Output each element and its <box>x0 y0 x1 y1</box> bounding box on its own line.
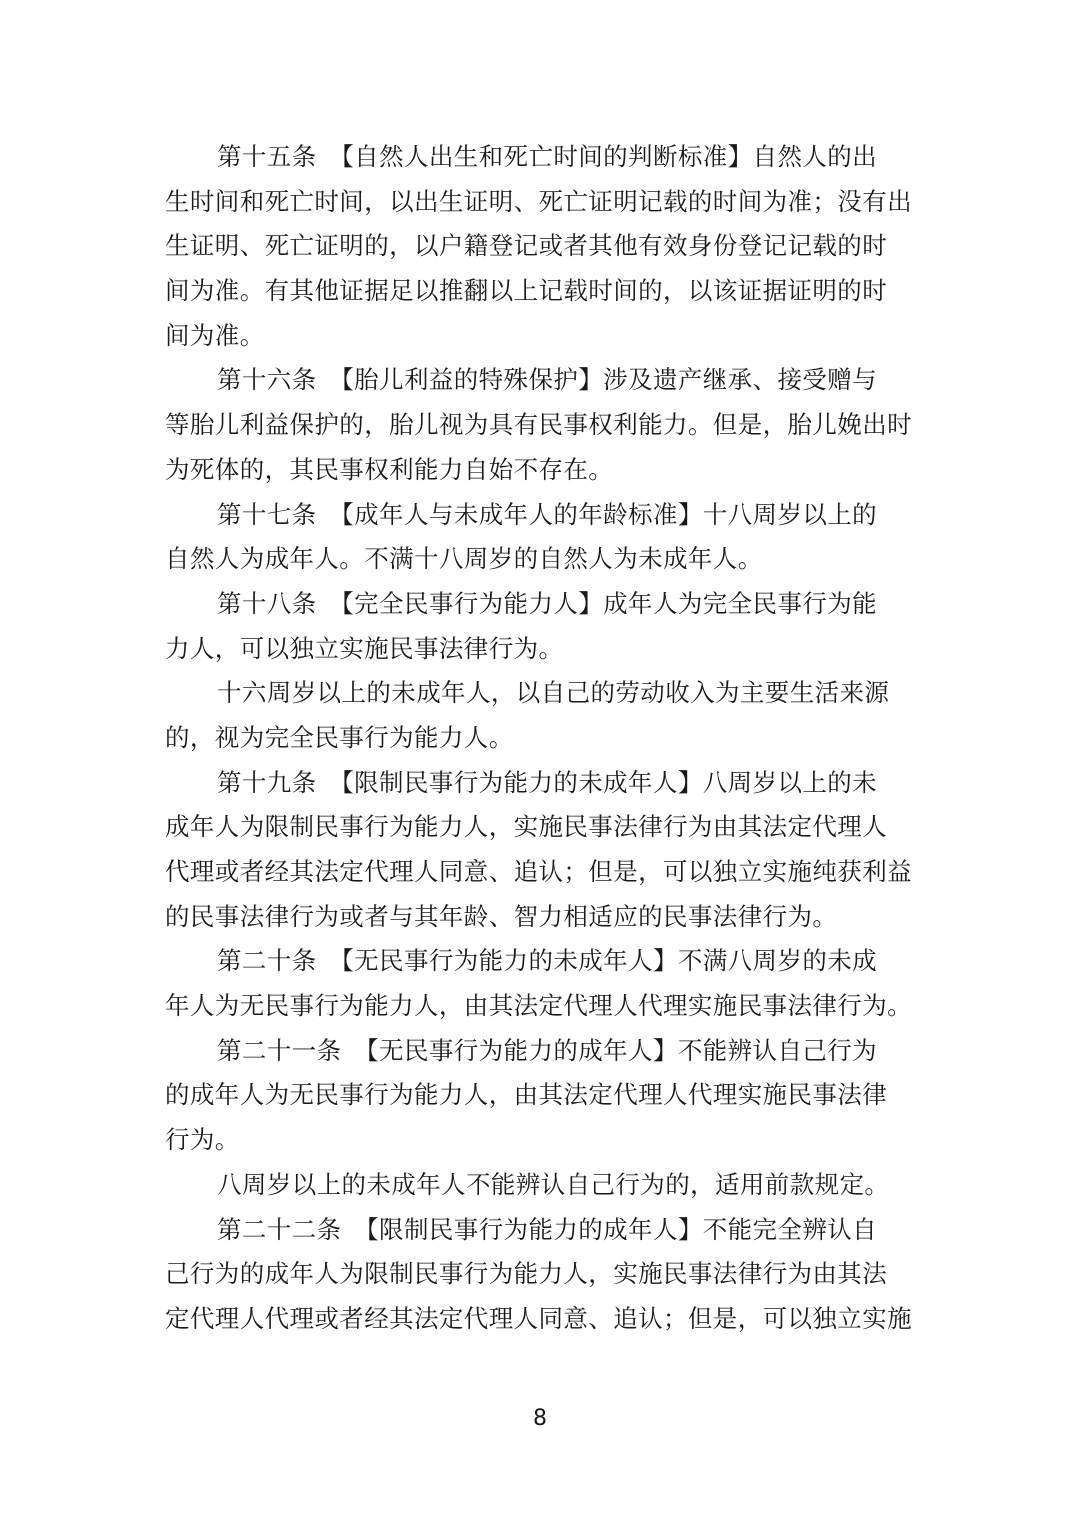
text-line: 第二十一条 【无民事行为能力的成年人】不能辨认自己行为 <box>217 1035 878 1065</box>
text-line: 间为准。有其他证据足以推翻以上记载时间的，以该证据证明的时 <box>165 276 888 306</box>
text-line: 己行为的成年人为限制民事行为能力人，实施民事法律行为由其法 <box>165 1259 888 1289</box>
text-line: 第十七条 【成年人与未成年人的年龄标准】十八周岁以上的 <box>217 499 878 529</box>
text-line: 自然人为成年人。不满十八周岁的自然人为未成年人。 <box>165 544 763 574</box>
text-line: 的，视为完全民事行为能力人。 <box>165 722 514 752</box>
text-line: 间为准。 <box>165 320 265 350</box>
text-line: 等胎儿利益保护的，胎儿视为具有民事权利能力。但是，胎儿娩出时 <box>165 410 912 440</box>
text-line: 第十九条 【限制民事行为能力的未成年人】八周岁以上的未 <box>217 767 878 797</box>
text-line: 代理或者经其法定代理人同意、追认；但是，可以独立实施纯获利益 <box>165 857 912 886</box>
text-line: 行为。 <box>165 1125 240 1155</box>
text-line: 的成年人为无民事行为能力人，由其法定代理人代理实施民事法律 <box>165 1080 888 1110</box>
text-line: 为死体的，其民事权利能力自始不存在。 <box>165 454 614 484</box>
text-line: 八周岁以上的未成年人不能辨认自己行为的，适用前款规定。 <box>217 1169 890 1199</box>
text-line: 定代理人代理或者经其法定代理人同意、追认；但是，可以独立实施 <box>165 1303 912 1333</box>
text-line: 第十八条 【完全民事行为能力人】成年人为完全民事行为能 <box>217 588 878 618</box>
text-line: 的民事法律行为或者与其年龄、智力相适应的民事法律行为。 <box>165 901 838 931</box>
text-line: 年人为无民事行为能力人，由其法定代理人代理实施民事法律行为。 <box>165 991 912 1021</box>
text-line: 生证明、死亡证明的，以户籍登记或者其他有效身份登记记载的时 <box>165 231 888 261</box>
text-line: 十六周岁以上的未成年人，以自己的劳动收入为主要生活来源 <box>217 678 890 708</box>
text-line: 生时间和死亡时间，以出生证明、死亡证明记载的时间为准；没有出 <box>165 186 912 216</box>
text-line: 力人，可以独立实施民事法律行为。 <box>165 633 564 663</box>
text-line: 第十五条 【自然人出生和死亡时间的判断标准】自然人的出 <box>217 142 878 171</box>
body-text <box>165 135 910 1342</box>
text-line: 第十六条 【胎儿利益的特殊保护】涉及遗产继承、接受赠与 <box>217 365 878 395</box>
text-line: 成年人为限制民事行为能力人，实施民事法律行为由其法定代理人 <box>165 812 888 842</box>
text-line: 第二十条 【无民事行为能力的未成年人】不满八周岁的未成 <box>217 946 878 976</box>
page-number: 8 <box>533 1406 547 1431</box>
text-line: 第二十二条 【限制民事行为能力的成年人】不能完全辨认自 <box>217 1214 878 1244</box>
